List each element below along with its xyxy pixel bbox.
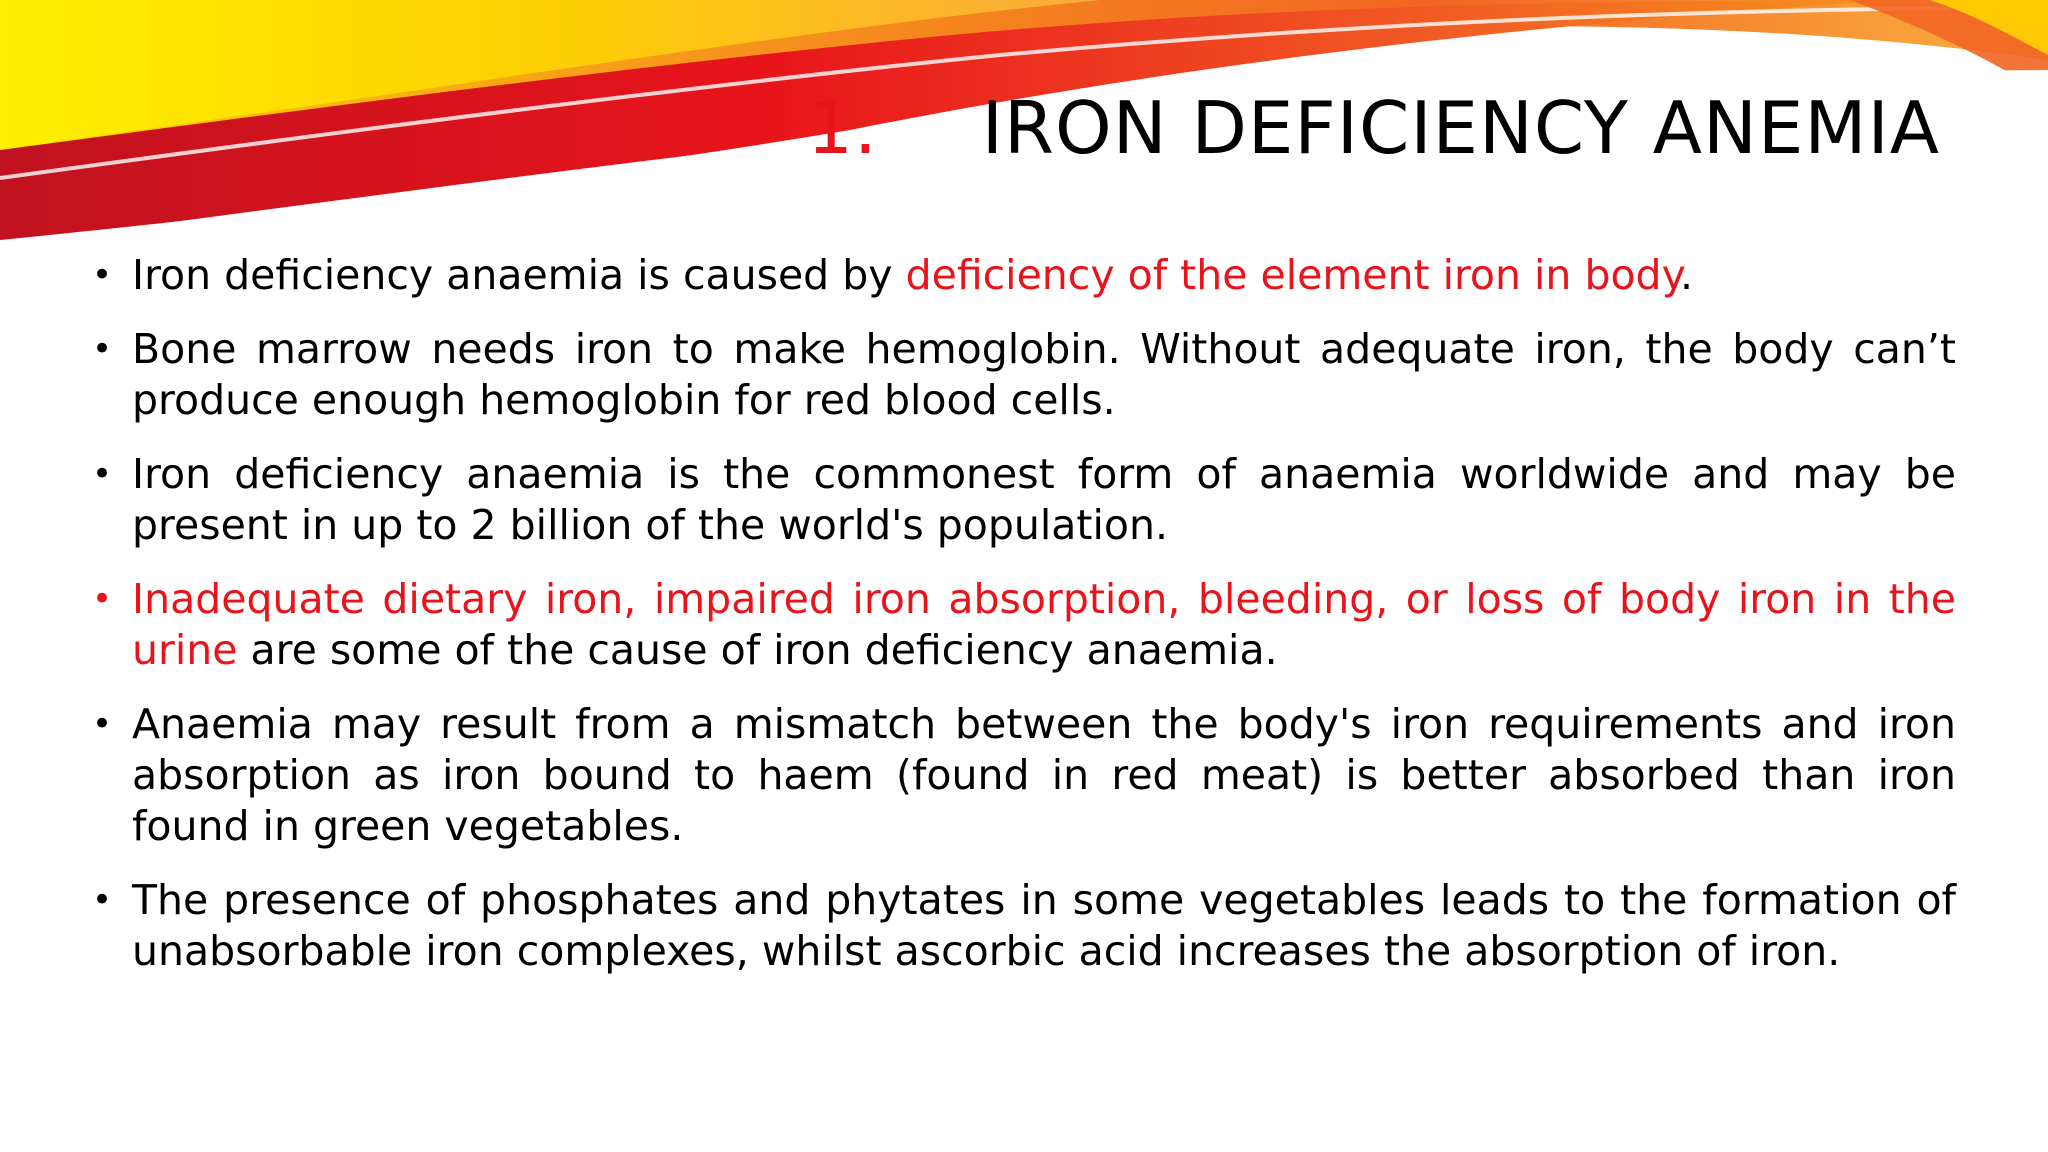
bullet-text: Anaemia may result from a mismatch between the body's iron requirements and iron absorption as iron bound to haem (found in red meat) is better absorbed than iron found in green vegetables.	[132, 700, 1956, 850]
bullet-item	[92, 250, 1956, 301]
bullet-text: The presence of phosphates and phytates in some vegetables leads to the formation of unabsorbable iron complexes, whilst ascorbic acid increases the absorption of iron.	[132, 876, 1956, 975]
bullet-text: Iron deficiency anaemia is the commonest form of anaemia worldwide and may be present in up to 2 billion of the world's population.	[132, 450, 1956, 549]
bullet-text: Iron deficiency anaemia is caused by	[132, 251, 906, 299]
bullet-text-highlight: Inadequate dietary iron, impaired iron absorption, bleeding, or loss of body iron in the urine	[132, 575, 1956, 674]
title-number: 1.	[807, 86, 878, 170]
bullet-dot: •	[92, 255, 113, 295]
bullet-text-highlight: deficiency of the element iron in body	[905, 251, 1680, 299]
bullet-list	[92, 250, 1956, 1000]
bullet-text: Bone marrow needs iron to make hemoglobin. Without adequate iron, the body can’t produce enough hemoglobin for red blood cells.	[132, 325, 1956, 424]
bullet-item	[92, 449, 1956, 551]
bullet-item	[92, 324, 1956, 426]
bullet-text: .	[1680, 251, 1694, 299]
bullet-dot: •	[92, 579, 113, 619]
title-text: IRON DEFICIENCY ANEMIA	[981, 86, 1940, 170]
bullet-text: are some of the cause of iron deficiency anaemia.	[237, 626, 1278, 674]
bullet-dot: •	[92, 329, 113, 369]
bullet-item	[92, 699, 1956, 852]
slide-title	[700, 78, 1940, 178]
bullet-item	[92, 875, 1956, 977]
bullet-dot: •	[92, 454, 113, 494]
bullet-dot: •	[92, 880, 113, 920]
bullet-item	[92, 574, 1956, 676]
bullet-dot: •	[92, 704, 113, 744]
